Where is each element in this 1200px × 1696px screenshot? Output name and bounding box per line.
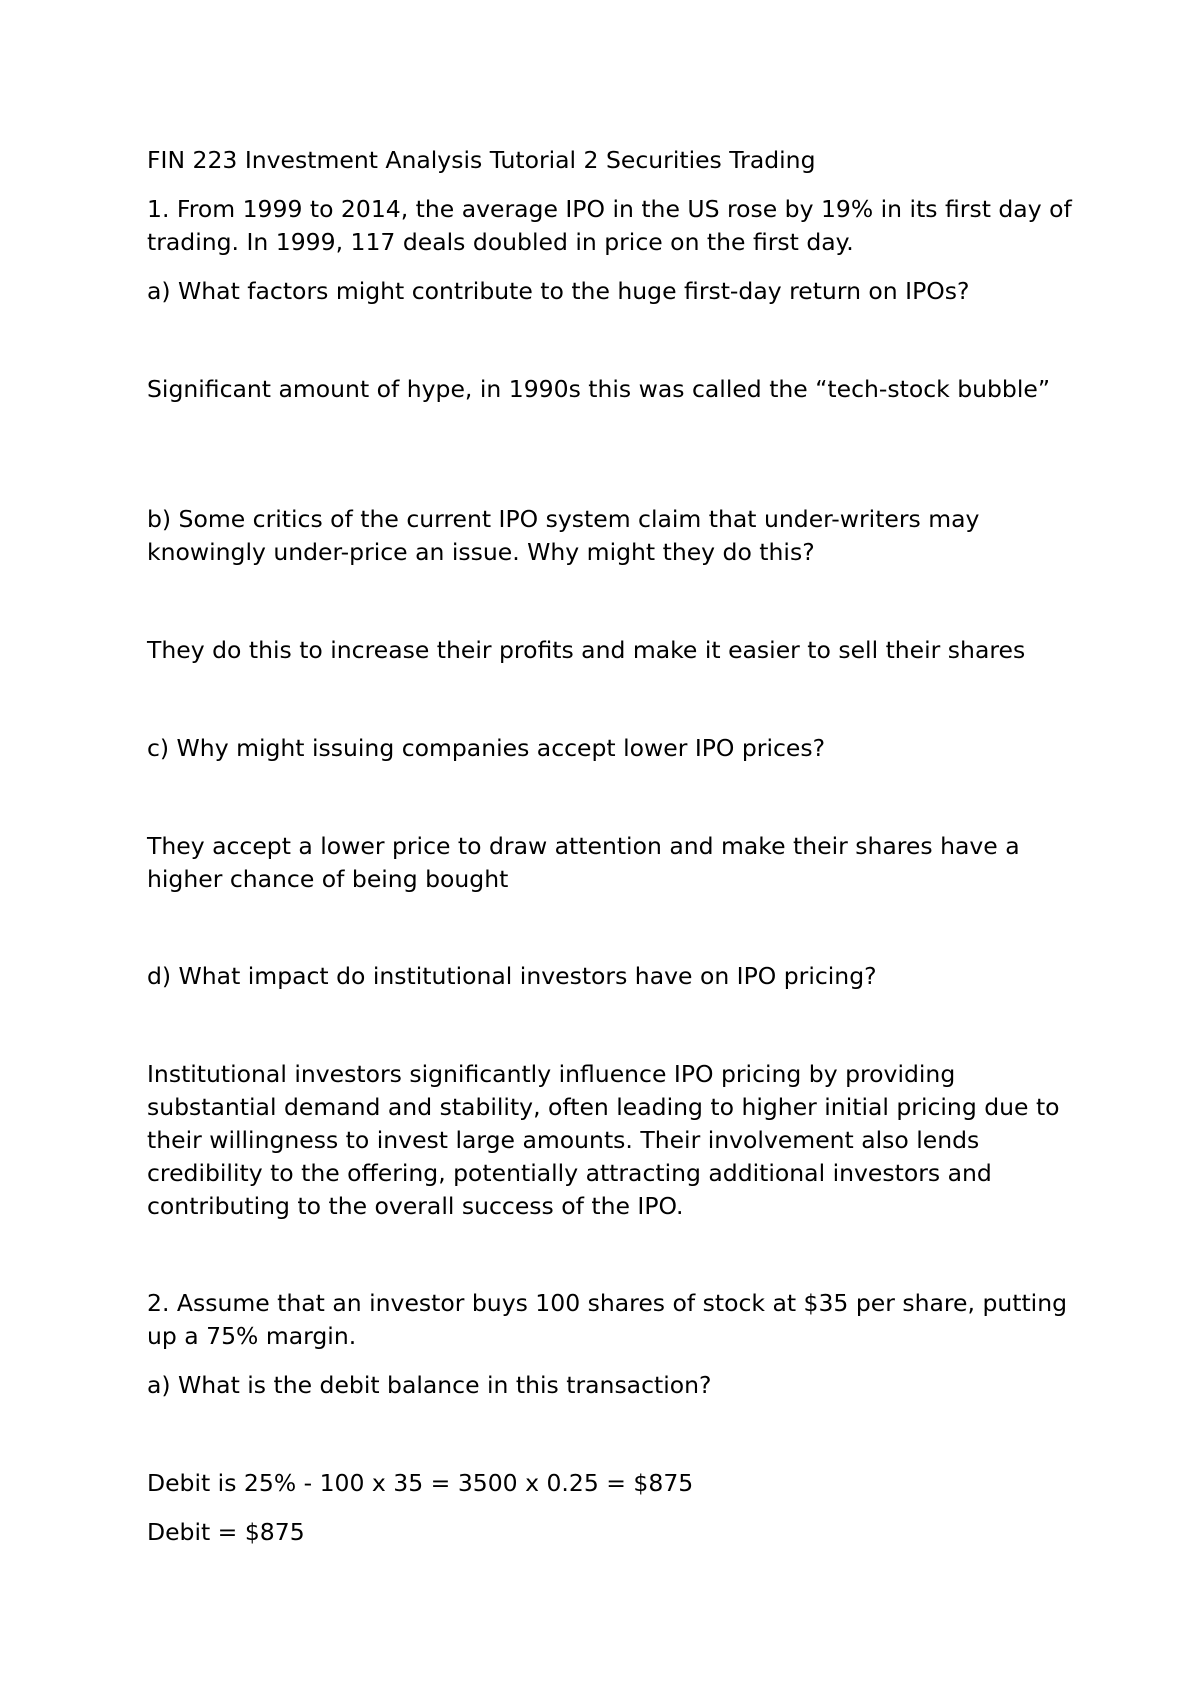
answer-2a-result: Debit = $875 — [147, 1518, 305, 1546]
question-2a: a) What is the debit balance in this transaction? — [147, 1371, 712, 1399]
answer-1d: Institutional investors significantly influence IPO pricing by providing substantial demand and stability, often leading to higher initial pricing due to their willingness to invest large amounts. Their involvement also lends credibility to the offering, potentially attracting additional investors and contributing to the overall success of the IPO. — [147, 1060, 1060, 1220]
answer-2a-calculation: Debit is 25% - 100 x 35 = 3500 x 0.25 = $875 — [147, 1469, 694, 1497]
question-1c: c) Why might issuing companies accept lower IPO prices? — [147, 734, 826, 762]
document-title: FIN 223 Investment Analysis Tutorial 2 Securities Trading — [147, 146, 816, 174]
answer-1a: Significant amount of hype, in 1990s this was called the “tech-stock bubble” — [147, 375, 1051, 403]
question-2-intro: 2. Assume that an investor buys 100 shares of stock at $35 per share, putting up a 75% margin. — [147, 1289, 1068, 1350]
question-1b: b) Some critics of the current IPO system claim that under-writers may knowingly under-price an issue. Why might they do this? — [147, 505, 980, 566]
answer-1b: They do this to increase their profits and make it easier to sell their shares — [147, 636, 1026, 664]
answer-1c: They accept a lower price to draw attention and make their shares have a higher chance of being bought — [147, 832, 1020, 893]
question-1a: a) What factors might contribute to the huge first-day return on IPOs? — [147, 277, 970, 305]
question-1-intro: 1. From 1999 to 2014, the average IPO in the US rose by 19% in its first day of trading. In 1999, 117 deals doubled in price on the first day. — [147, 195, 1072, 256]
question-1d: d) What impact do institutional investors have on IPO pricing? — [147, 962, 877, 990]
